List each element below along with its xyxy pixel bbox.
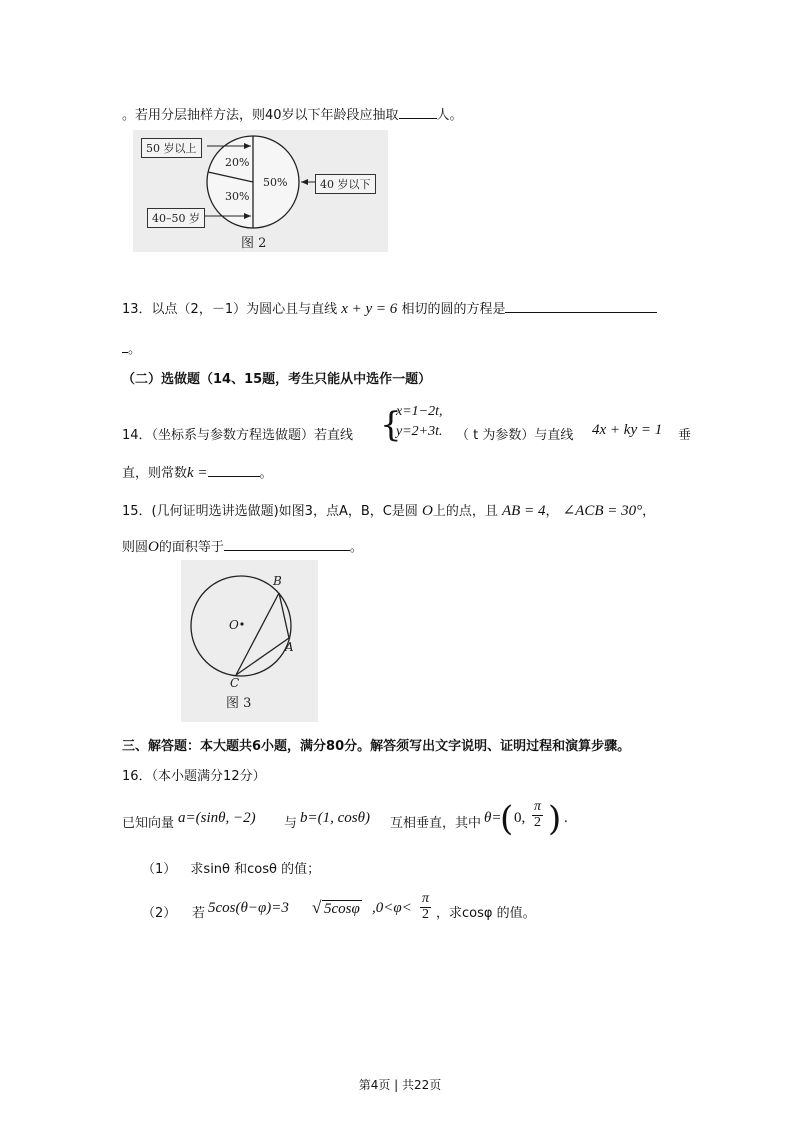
q15-ab: AB = 4: [502, 503, 546, 519]
q16-part2-pi: π: [422, 891, 430, 906]
slice-30-label: 30%: [225, 190, 250, 203]
q16-part2-two: 2: [422, 906, 429, 922]
q15-area: 的面积等于: [158, 540, 224, 555]
section-3-heading: 三、解答题：本大题共6小题，满分80分。解答须写出文字说明、证明过程和演算步骤。: [122, 739, 631, 754]
q16-part2-post: ，求cosφ 的值。: [436, 906, 536, 921]
q15-prefix: 15．(几何证明选讲选做题)如图3，点A，B，C是圆: [122, 504, 418, 519]
q16-title: 16．（本小题满分12分）: [122, 769, 266, 784]
q13-tail-line: [122, 338, 141, 357]
q16-zero: 0,: [514, 810, 526, 826]
q14-mid: （ t 为参数）与直线: [456, 428, 574, 443]
q14-line2: 4x + ky = 1: [592, 422, 663, 438]
q15-o: O: [422, 503, 433, 519]
q13-prefix: 13．以点（2，－1）为圆心且与直线: [122, 302, 338, 317]
q14-line-b: [122, 462, 273, 482]
q15-line-b-text: 则圆: [122, 540, 149, 555]
q15-answer-blank: [224, 536, 350, 551]
q15-line-b: [122, 536, 363, 556]
slice-20-label: 20%: [225, 156, 250, 169]
q14-eq2: y=2+3t.: [396, 424, 443, 439]
q15-tail: 。: [349, 540, 363, 555]
point-c: C: [230, 676, 240, 690]
q12-line: [122, 104, 463, 123]
q14-suffix: 垂: [678, 428, 692, 443]
q15-o-2: O: [148, 539, 159, 555]
q16-part1: [142, 858, 320, 877]
section-optional-heading: （二）选做题（14、15题，考生只能从中选作一题）: [122, 372, 432, 387]
figure-3-caption: 图 3: [226, 696, 252, 711]
q16-part1-no: （1）: [142, 862, 177, 877]
q16-theta: θ=: [484, 810, 502, 826]
q15-mid: 上的点，且: [432, 504, 498, 519]
q16-part2-frac: [420, 892, 431, 922]
label-50-up: 50 岁以上: [141, 138, 202, 158]
figure-2-caption: 图 2: [241, 236, 267, 251]
q16-sqrt-sign: √: [312, 898, 322, 917]
label-40-50: 40–50 岁: [147, 208, 205, 228]
q16-lparen: (: [500, 799, 514, 839]
q13-answer-blank: [505, 298, 657, 313]
label-40-down: 40 岁以下: [315, 174, 376, 194]
q16-part2-cond: ,0<φ<: [372, 900, 412, 916]
point-a: A: [285, 640, 294, 654]
q16-part2-eq: 5cos(θ−φ)=3: [208, 900, 289, 916]
q16-with: 与: [284, 816, 298, 831]
q16-period: .: [564, 810, 568, 826]
q16-part2-no: （2）: [142, 906, 177, 921]
page-footer: 第4页 | 共22页: [358, 1078, 442, 1092]
q12-text: 。若用分层抽样方法，则40岁以下年龄段应抽取: [122, 108, 399, 123]
q12-suffix: 人。: [436, 108, 463, 123]
q14-tail: 。: [259, 466, 273, 481]
q13-suffix: 相切的圆的方程是: [401, 302, 506, 317]
q16-pi: π: [534, 799, 542, 814]
q13-tail: 。: [128, 342, 142, 357]
q16-part2-pre: 若: [192, 906, 206, 921]
q14-brace: {: [380, 405, 402, 445]
slice-50-label: 50%: [263, 176, 288, 189]
q16-vec-b: b=(1, cosθ): [300, 810, 370, 826]
q15-line: 15．(几何证明选讲选做题)如图3，点A，B，C是圆 O上的点，且 AB = 4， ∠ACB = 30°，: [122, 503, 656, 519]
point-b: B: [273, 574, 282, 588]
q12-answer-blank: [399, 104, 437, 119]
q13-equation: x + y = 6: [341, 301, 398, 317]
figure-2: [133, 130, 388, 252]
q16-part2-root: 5cosφ: [324, 901, 360, 917]
point-o: O: [229, 618, 239, 632]
q14-prefix: 14．（坐标系与参数方程选做题）若直线: [122, 428, 354, 443]
q14-eq1: x=1−2t,: [396, 404, 443, 419]
q16-two: 2: [534, 814, 541, 830]
q16-rparen: ): [548, 799, 562, 839]
q16-part1-text: 求sinθ 和cosθ 的值；: [190, 862, 321, 877]
q13-line: [122, 298, 657, 318]
q16-vec-a: a=(sinθ, −2): [178, 810, 256, 826]
q14-line-b-text: 直，则常数: [122, 466, 188, 481]
q14-k: k =: [187, 465, 208, 481]
figure-3: [181, 560, 318, 722]
q16-given-a: 已知向量: [122, 816, 175, 831]
q16-perp: 互相垂直，其中: [390, 816, 482, 831]
q16-pi-over-2: [532, 800, 543, 830]
q14-answer-blank: [208, 462, 260, 477]
q15-angle: ∠ACB = 30°: [562, 503, 643, 519]
